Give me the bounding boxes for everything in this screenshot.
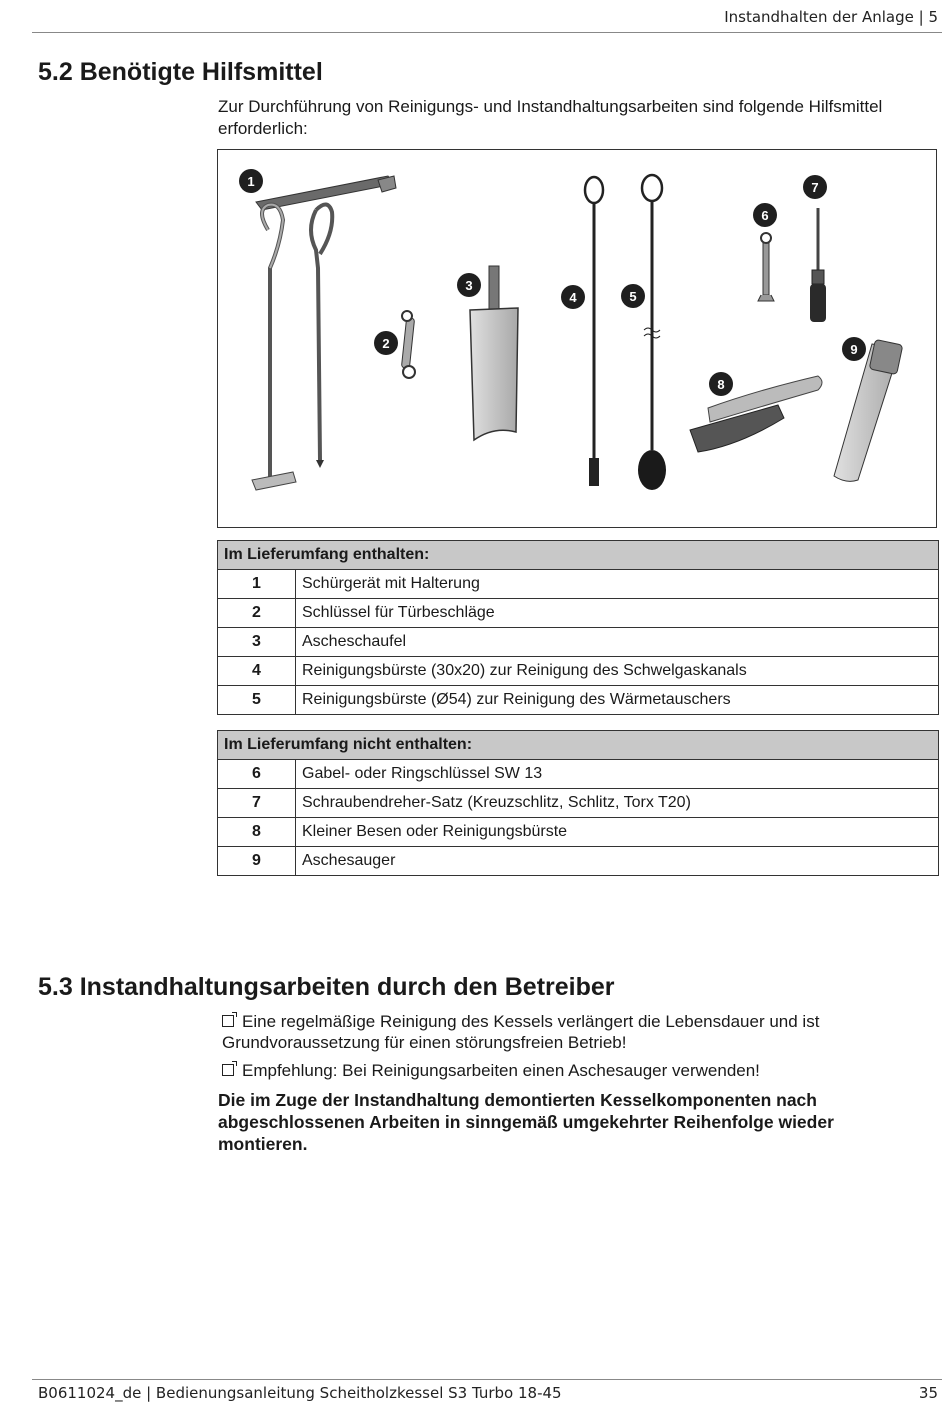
footer-page-number: 35 xyxy=(918,1384,938,1402)
callout-5 xyxy=(621,284,645,308)
header-text: Instandhalten der Anlage | 5 xyxy=(724,8,938,26)
footer-document-info: B0611024_de | Bedienungsanleitung Scheitholzkessel S3 Turbo 18-45 xyxy=(38,1384,562,1402)
bullet-text: Empfehlung: Bei Reinigungsarbeiten einen Aschesauger verwenden! xyxy=(242,1061,760,1080)
callout-2 xyxy=(374,331,398,355)
ash-vacuum-nozzle-icon xyxy=(834,339,903,481)
table-header-row xyxy=(218,731,939,760)
bullet-item xyxy=(222,1011,922,1053)
item-number: 3 xyxy=(218,628,296,657)
callout-4 xyxy=(561,285,585,309)
table-row xyxy=(218,847,939,876)
table-row xyxy=(218,818,939,847)
table-row xyxy=(218,789,939,818)
item-number: 6 xyxy=(218,760,296,789)
item-description: Gabel- oder Ringschlüssel SW 13 xyxy=(296,760,939,789)
intro-text: Zur Durchführung von Reinigungs- und Instandhaltungsarbeiten sind folgende Hilfsmittel erforderlich: xyxy=(218,97,883,138)
tools-illustration xyxy=(218,150,936,527)
item-description: Reinigungsbürste (30x20) zur Reinigung des Schwelgaskanals xyxy=(296,657,939,686)
table-row xyxy=(218,599,939,628)
section-title-5-3: 5.3 Instandhaltungsarbeiten durch den Betreiber xyxy=(38,973,615,1001)
cleaning-brush-small-icon xyxy=(585,177,603,486)
item-description: Reinigungsbürste (Ø54) zur Reinigung des Wärmetauschers xyxy=(296,686,939,715)
item-description: Aschesauger xyxy=(296,847,939,876)
table-header: Im Lieferumfang nicht enthalten: xyxy=(218,731,939,760)
footer-divider xyxy=(32,1379,942,1380)
bullet-item xyxy=(222,1060,922,1081)
item-number: 8 xyxy=(218,818,296,847)
item-number: 4 xyxy=(218,657,296,686)
item-description: Schraubendreher-Satz (Kreuzschlitz, Schlitz, Torx T20) xyxy=(296,789,939,818)
not-included-parts-table xyxy=(217,730,939,876)
item-description: Schürgerät mit Halterung xyxy=(296,570,939,599)
door-key-icon xyxy=(401,311,415,378)
included-parts-table xyxy=(217,540,939,715)
table-row xyxy=(218,686,939,715)
svg-text:8: 8 xyxy=(717,377,725,392)
reassembly-note: Die im Zuge der Instandhaltung demontierten Kesselkomponenten nach abgeschlossenen Arbeiten in sinngemäß umgekehrter Reihenfolge wieder montieren. xyxy=(218,1090,834,1154)
svg-text:6: 6 xyxy=(761,208,769,223)
item-number: 9 xyxy=(218,847,296,876)
svg-text:7: 7 xyxy=(811,180,819,195)
callout-3 xyxy=(457,273,481,297)
table-header: Im Lieferumfang enthalten: xyxy=(218,541,939,570)
svg-text:9: 9 xyxy=(850,342,858,357)
callout-7 xyxy=(803,175,827,199)
item-number: 7 xyxy=(218,789,296,818)
callout-9 xyxy=(842,337,866,361)
svg-text:2: 2 xyxy=(382,336,390,351)
table-row xyxy=(218,657,939,686)
header-divider xyxy=(32,32,942,33)
bullet-text: Eine regelmäßige Reinigung des Kessels verlängert die Lebensdauer und ist Grundvoraussetzung für einen störungsfreien Betrieb! xyxy=(222,1012,820,1052)
item-number: 1 xyxy=(218,570,296,599)
item-description: Kleiner Besen oder Reinigungsbürste xyxy=(296,818,939,847)
table-row xyxy=(218,570,939,599)
callout-1 xyxy=(239,169,263,193)
callout-8 xyxy=(709,372,733,396)
tools-figure xyxy=(217,149,937,528)
poker-tool-icon xyxy=(252,176,396,490)
item-description: Ascheschaufel xyxy=(296,628,939,657)
svg-text:5: 5 xyxy=(629,289,637,304)
cleaning-brush-large-icon xyxy=(638,175,666,490)
wrench-icon xyxy=(758,233,774,301)
checkbox-bullet-icon xyxy=(222,1015,234,1027)
item-description: Schlüssel für Türbeschläge xyxy=(296,599,939,628)
table-row xyxy=(218,628,939,657)
table-header-row xyxy=(218,541,939,570)
table-row xyxy=(218,760,939,789)
svg-text:3: 3 xyxy=(465,278,473,293)
item-number: 5 xyxy=(218,686,296,715)
svg-text:1: 1 xyxy=(247,174,255,189)
item-number: 2 xyxy=(218,599,296,628)
svg-text:4: 4 xyxy=(569,290,577,305)
callout-6 xyxy=(753,203,777,227)
section-title-5-2: 5.2 Benötigte Hilfsmittel xyxy=(38,58,323,86)
screwdriver-icon xyxy=(810,208,826,322)
checkbox-bullet-icon xyxy=(222,1064,234,1076)
